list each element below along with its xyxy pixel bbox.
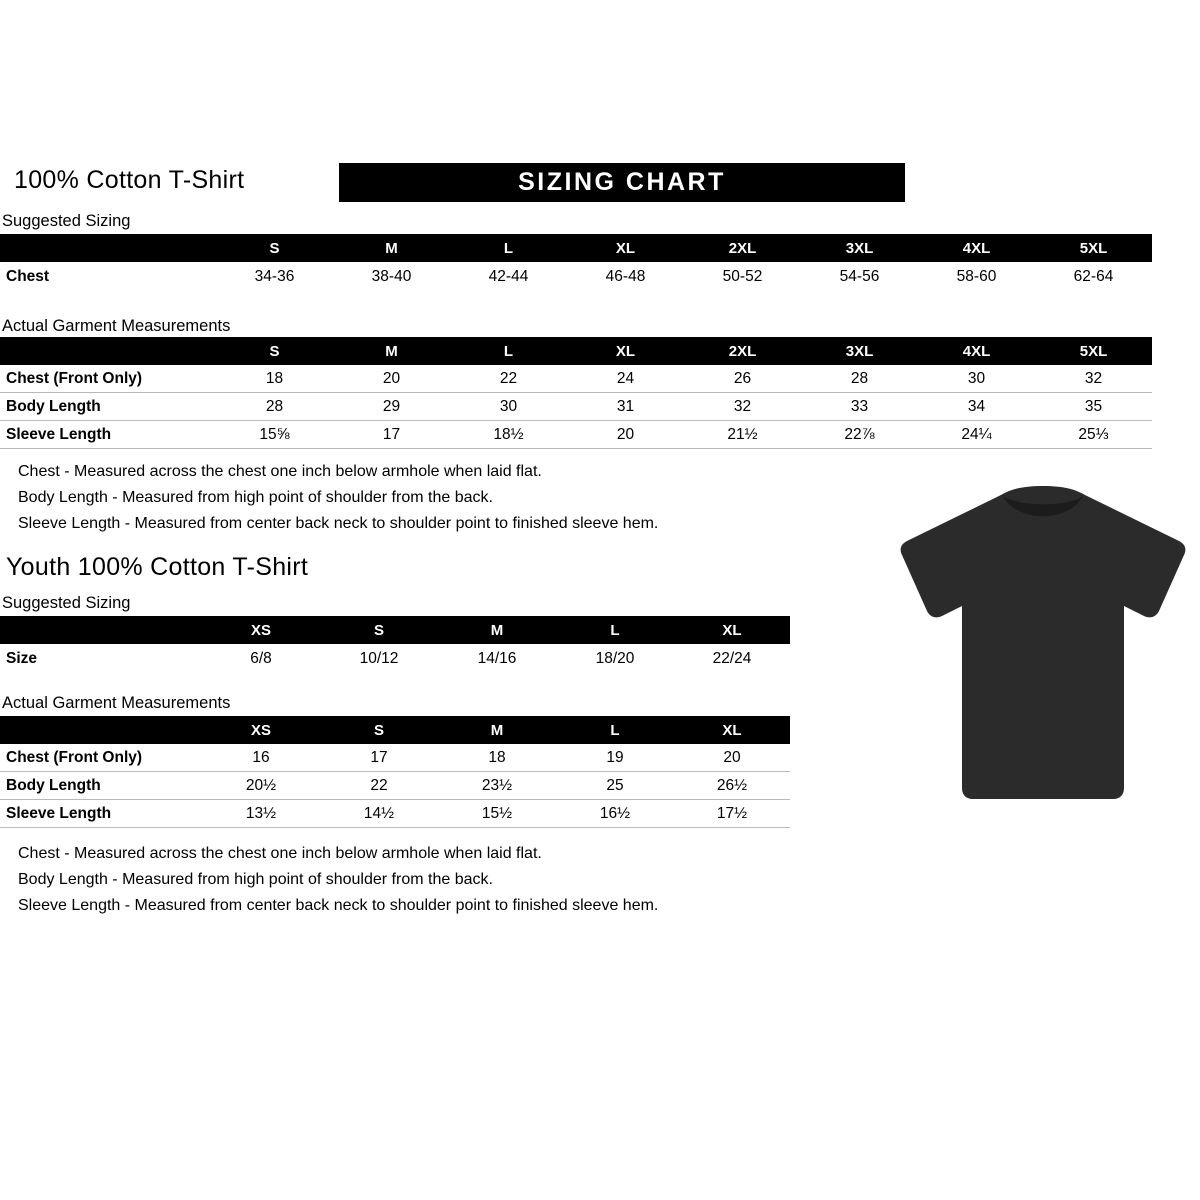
adult-actual-measurements-table [0, 337, 1152, 449]
row-label: Chest (Front Only) [6, 369, 143, 387]
column-header [0, 616, 202, 644]
note-chest: Chest - Measured across the chest one inch below armhole when laid flat. [18, 845, 542, 862]
cell: 46-48 [605, 268, 646, 285]
cell: 42-44 [488, 268, 529, 285]
youth-suggested-sizing-label: Suggested Sizing [2, 594, 131, 612]
cell: 16½ [599, 804, 631, 822]
cell: 28 [265, 397, 284, 415]
column-header: L [450, 234, 567, 262]
adult-measurement-notes [18, 459, 658, 537]
column-header: S [216, 337, 333, 365]
note-sleeve-length: Sleeve Length - Measured from center back neck to shoulder point to finished sleeve hem. [18, 515, 659, 532]
column-header: L [556, 616, 674, 644]
cell: 20½ [245, 776, 277, 794]
cell: 20 [616, 425, 635, 443]
column-header: S [320, 716, 438, 744]
column-header: M [438, 716, 556, 744]
cell: 33 [850, 397, 869, 415]
cell: 38-40 [371, 268, 412, 285]
cell: 25⅓ [1078, 425, 1109, 443]
sizing-chart-banner-label: SIZING CHART [518, 168, 726, 196]
cell: 25 [606, 776, 624, 794]
cell: 14/16 [477, 650, 517, 667]
cell: 17 [370, 748, 388, 766]
cell: 23½ [481, 776, 513, 794]
column-header: 2XL [684, 234, 801, 262]
row-label: Chest [6, 268, 50, 285]
row-label: Sleeve Length [6, 804, 112, 822]
cell: 32 [733, 397, 752, 415]
cell: 50-52 [722, 268, 763, 285]
table-header-row [0, 716, 790, 744]
cell: 16 [252, 748, 270, 766]
cell: 35 [1084, 397, 1103, 415]
cell: 30 [967, 369, 986, 387]
column-header: M [333, 337, 450, 365]
cell: 24 [616, 369, 635, 387]
cell: 22⅞ [844, 425, 875, 443]
row-label: Size [6, 650, 38, 667]
sizing-chart-banner [339, 163, 905, 202]
column-header: 5XL [1035, 234, 1152, 262]
cell: 21½ [727, 425, 758, 443]
column-header [0, 716, 202, 744]
cell: 15⅝ [259, 425, 290, 443]
table-row [0, 393, 1152, 421]
youth-suggested-sizing-table [0, 616, 790, 674]
table-row [0, 421, 1152, 449]
column-header: 4XL [918, 337, 1035, 365]
table-row [0, 644, 790, 674]
cell: 14½ [363, 804, 395, 822]
column-header: XL [567, 234, 684, 262]
column-header: 5XL [1035, 337, 1152, 365]
row-label: Chest (Front Only) [6, 748, 143, 766]
cell: 34-36 [254, 268, 295, 285]
cell: 24¼ [961, 425, 992, 443]
cell: 30 [499, 397, 518, 415]
column-header [0, 234, 216, 262]
note-body-length: Body Length - Measured from high point of shoulder from the back. [18, 489, 493, 506]
column-header: XS [202, 716, 320, 744]
column-header: S [216, 234, 333, 262]
cell: 19 [606, 748, 624, 766]
cell: 18½ [493, 425, 524, 443]
table-row [0, 800, 790, 828]
cell: 22/24 [712, 650, 752, 667]
cell: 29 [382, 397, 401, 415]
column-header: 2XL [684, 337, 801, 365]
cell: 22 [370, 776, 388, 794]
cell: 13½ [245, 804, 277, 822]
table-row [0, 365, 1152, 393]
column-header [0, 337, 216, 365]
adult-suggested-sizing-label: Suggested Sizing [2, 212, 131, 230]
cell: 18/20 [595, 650, 635, 667]
column-header: M [333, 234, 450, 262]
column-header: L [556, 716, 674, 744]
cell: 18 [265, 369, 284, 387]
youth-actual-measurements-table [0, 716, 790, 828]
column-header: 4XL [918, 234, 1035, 262]
note-sleeve-length: Sleeve Length - Measured from center back neck to shoulder point to finished sleeve hem. [18, 897, 659, 914]
tshirt-illustration [893, 483, 1193, 813]
row-label: Body Length [6, 397, 101, 415]
column-header: XL [567, 337, 684, 365]
youth-measurement-notes [18, 841, 658, 919]
table-header-row [0, 234, 1152, 262]
cell: 31 [616, 397, 635, 415]
cell: 18 [488, 748, 506, 766]
column-header: M [438, 616, 556, 644]
adult-suggested-sizing-table [0, 234, 1152, 292]
cell: 34 [967, 397, 986, 415]
adult-actual-measurements-label: Actual Garment Measurements [2, 317, 231, 335]
row-label: Body Length [6, 776, 101, 794]
column-header: L [450, 337, 567, 365]
cell: 26 [733, 369, 752, 387]
cell: 22 [499, 369, 518, 387]
cell: 10/12 [359, 650, 399, 667]
cell: 17 [382, 425, 401, 443]
table-header-row [0, 337, 1152, 365]
tshirt-icon [893, 483, 1193, 813]
note-body-length: Body Length - Measured from high point of shoulder from the back. [18, 871, 493, 888]
youth-actual-measurements-label: Actual Garment Measurements [2, 694, 231, 712]
column-header: 3XL [801, 234, 918, 262]
cell: 6/8 [250, 650, 272, 667]
cell: 26½ [716, 776, 748, 794]
cell: 20 [382, 369, 401, 387]
table-row [0, 262, 1152, 292]
cell: 28 [850, 369, 869, 387]
note-chest: Chest - Measured across the chest one inch below armhole when laid flat. [18, 463, 542, 480]
column-header: XL [674, 716, 790, 744]
cell: 20 [723, 748, 741, 766]
column-header: XS [202, 616, 320, 644]
adult-section-title: 100% Cotton T-Shirt [14, 166, 245, 194]
youth-section-title: Youth 100% Cotton T-Shirt [6, 553, 309, 581]
cell: 17½ [716, 804, 748, 822]
cell: 58-60 [956, 268, 997, 285]
row-label: Sleeve Length [6, 425, 112, 443]
cell: 54-56 [839, 268, 880, 285]
table-row [0, 744, 790, 772]
table-row [0, 772, 790, 800]
column-header: S [320, 616, 438, 644]
column-header: 3XL [801, 337, 918, 365]
table-header-row [0, 616, 790, 644]
column-header: XL [674, 616, 790, 644]
cell: 62-64 [1073, 268, 1114, 285]
cell: 32 [1084, 369, 1103, 387]
cell: 15½ [481, 804, 513, 822]
